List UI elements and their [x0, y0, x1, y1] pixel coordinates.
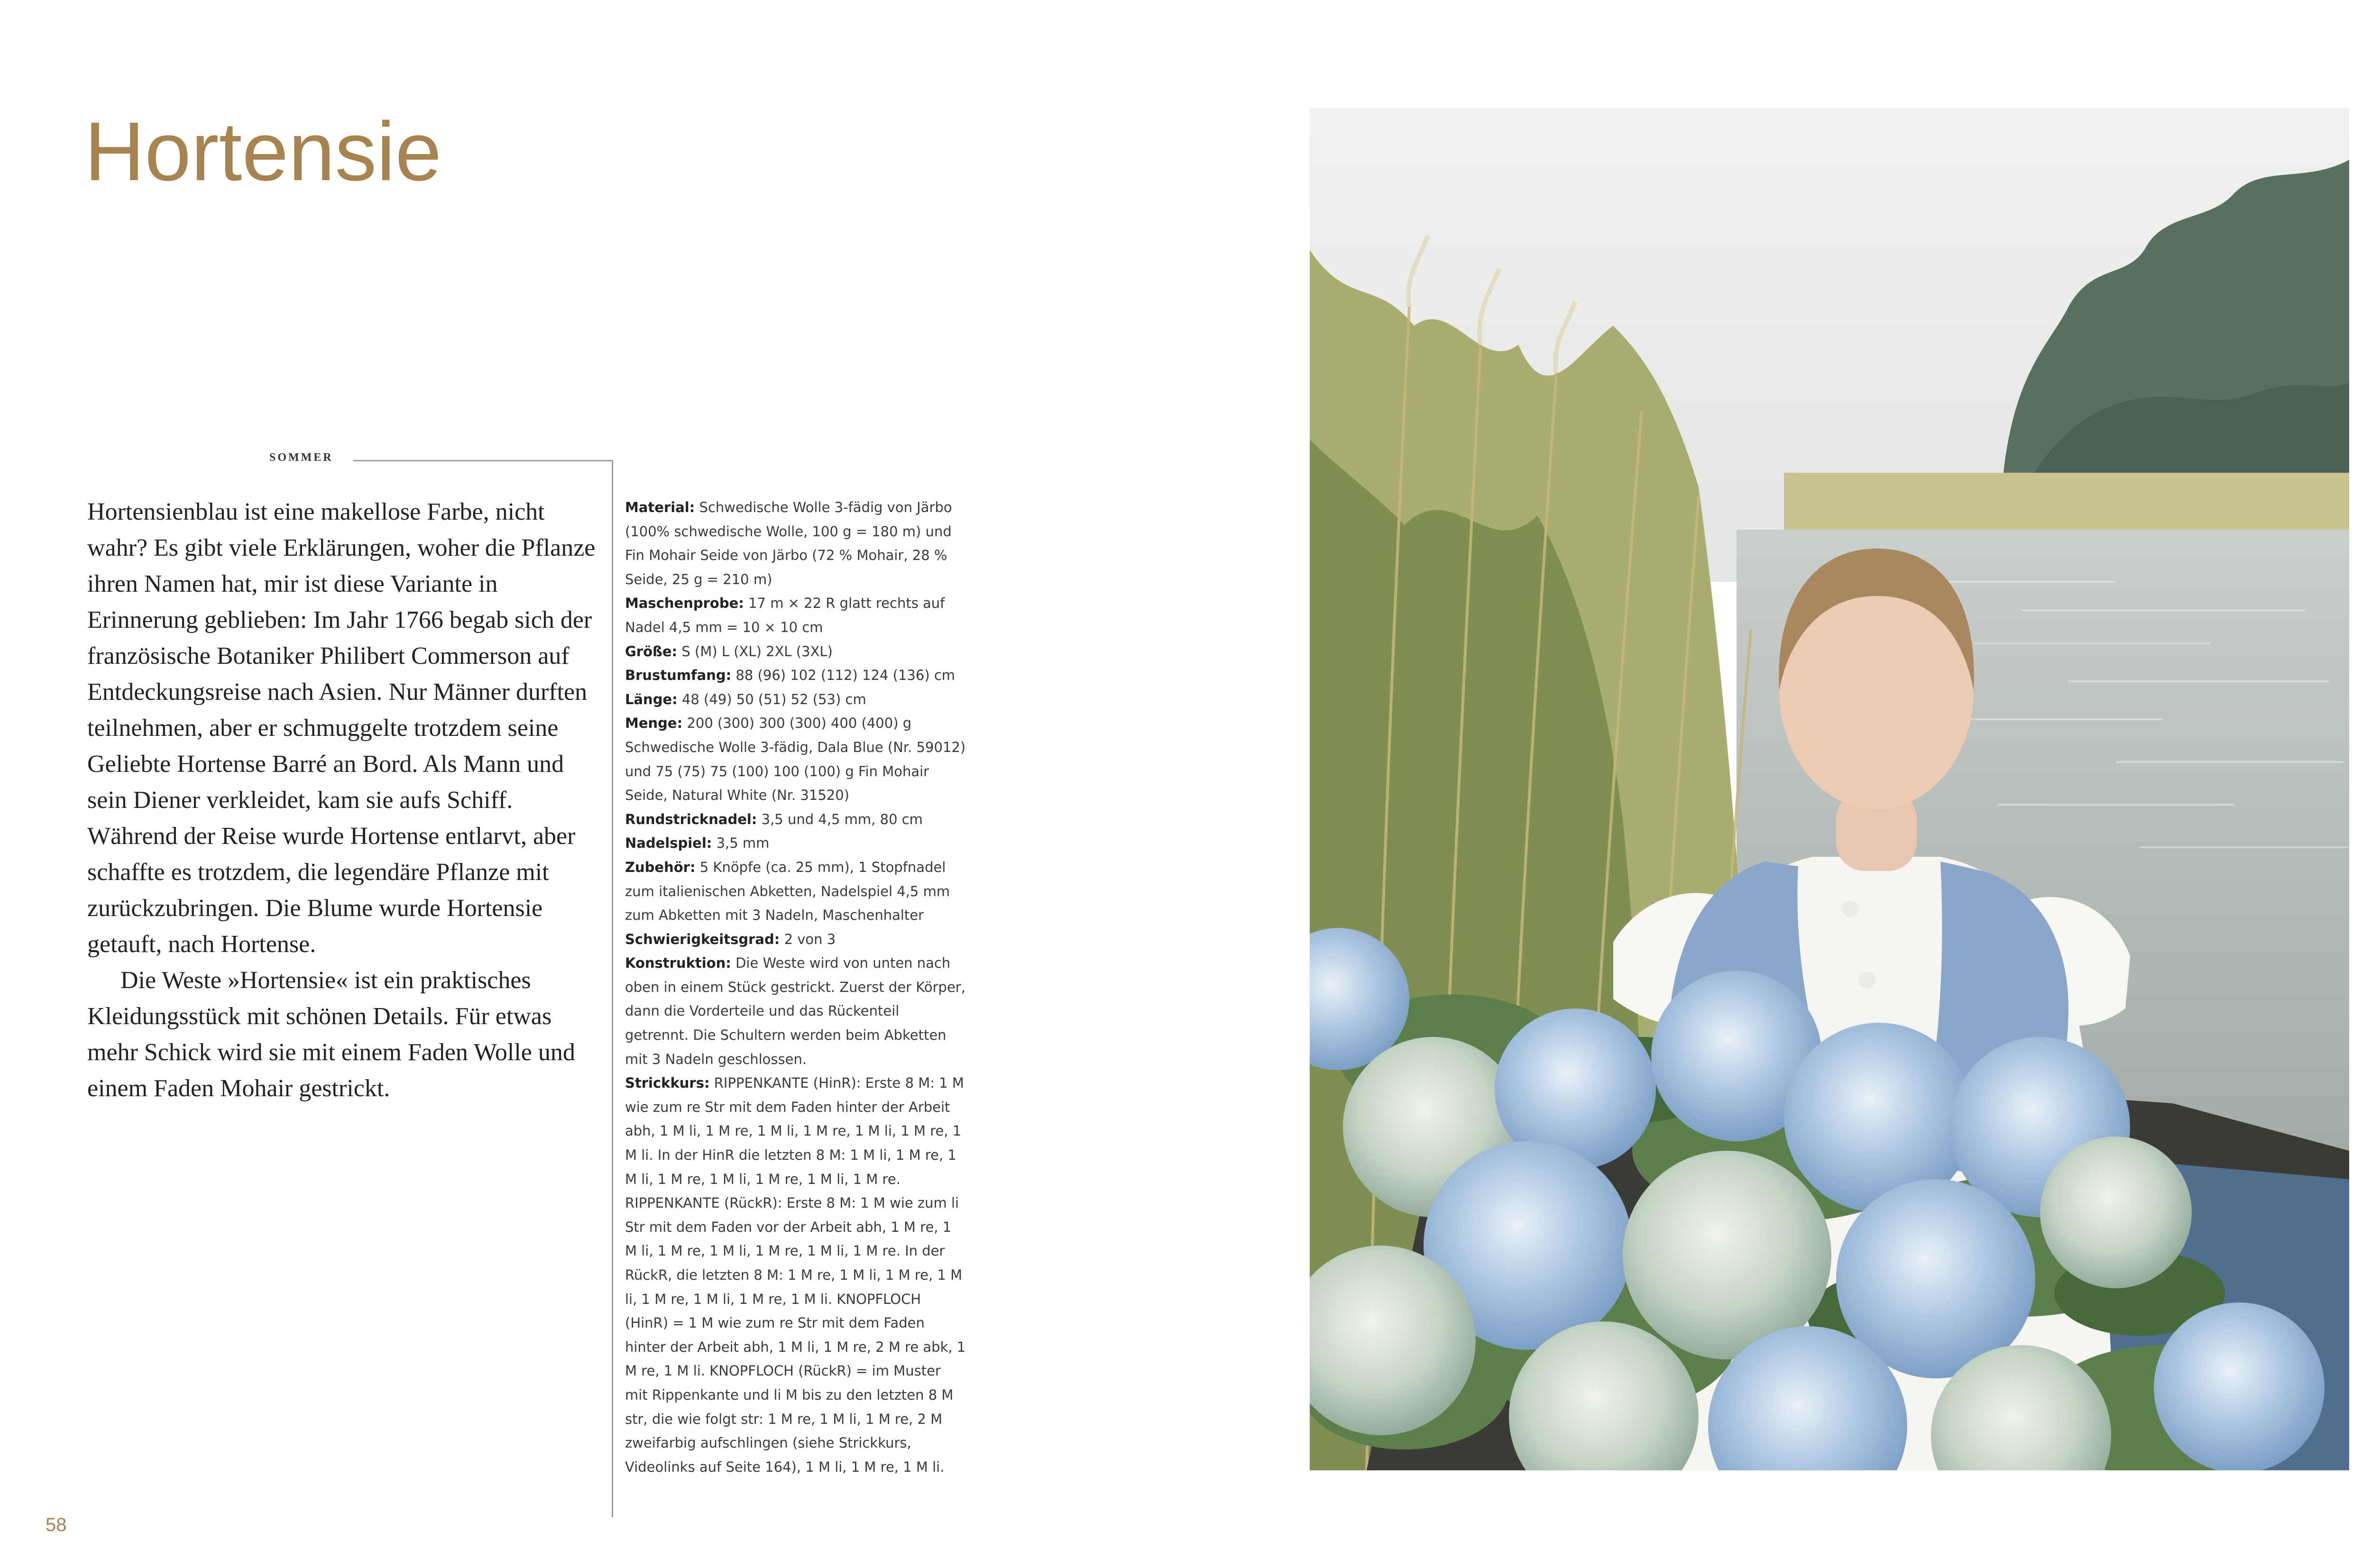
detail-chest: Brustumfang: 88 (96) 102 (112) 124 (136) cm: [625, 667, 956, 684]
detail-gauge: Maschenprobe: 17 m × 22 R glatt rechts auf Nadel 4,5 mm = 10 × 10 cm: [625, 595, 945, 635]
intro-paragraph: Die Weste »Hortensie« ist ein praktisches Kleidungsstück mit schönen Details. Für etwas mehr Schick wird sie mit einem Faden Wolle und einem Faden Mohair gestrickt.: [87, 967, 575, 1102]
detail-course: Strickkurs: RIPPENKANTE (HinR): Erste 8 M: 1 M wie zum re Str mit dem Faden hinter der Arbeit abh, 1 M li, 1 M re, 1 M li, 1 M re, 1 M li, 1 M re, 1 M li. In der HinR die letzten 8 M: 1 M li, 1 M re, 1 M li, 1 M re, 1 M li, 1 M re, 1 M li, 1 M re. RIPPENKANTE (RückR): Erste 8 M: 1 M wie zum li Str mit dem Faden vor der Arbeit abh, 1 M re, 1 M li, 1 M re, 1 M li, 1 M re, 1 M li, 1 M re. In der RückR, die letzten 8 M: 1 M re, 1 M li, 1 M re, 1 M li, 1 M re, 1 M li, 1 M re, 1 M li. KNOPFLOCH (HinR) = 1 M wie zum re Str mit dem Faden hinter der Arbeit abh, 1 M li, 1 M re, 2 M re abk, 1 M re, 1 M li. KNOPFLOCH (RückR) = im Muster mit Rippenkante und li M bis zu den letzten 8 M str, die wie folgt str: 1 M re, 1 M li, 1 M re, 2 M zweifarbig aufschlingen (siehe Strickkurs, Videolinks auf Seite 164), 1 M li, 1 M re, 1 M li.: [625, 1075, 966, 1475]
detail-circular-needle: Rundstricknadel: 3,5 und 4,5 mm, 80 cm: [625, 811, 923, 827]
detail-material: Material: Schwedische Wolle 3-fädig von Järbo (100% schwedische Wolle, 100 g = 180 m) und Fin Mohair Seide von Järbo (72 % Mohair, 28 % Seide, 25 g = 210 m): [625, 499, 952, 587]
detail-length: Länge: 48 (49) 50 (51) 52 (53) cm: [625, 691, 866, 707]
intro-text: [87, 494, 599, 1107]
detail-construction: Konstruktion: Die Weste wird von unten nach oben in einem Stück gestrickt. Zuerst der Körper, dann die Vorderteile und das Rückenteil getrennt. Die Schultern werden beim Abketten mit 3 Nadeln geschlossen.: [625, 955, 965, 1067]
detail-difficulty: Schwierigkeitsgrad: 2 von 3: [625, 931, 836, 947]
intro-paragraph: Hortensienblau ist eine makellose Farbe, nicht wahr? Es gibt viele Erklärungen, woher die Pflanze ihren Namen hat, mir ist diese Variante in Erinnerung geblieben: Im Jahr 1766 begab sich der französische Botaniker Philibert Commerson auf Entdeckungsreise nach Asien. Nur Männer durften teilnehmen, aber er schmuggelte trotzdem seine Geliebte Hortense Barré an Bord. Als Mann und sein Diener verkleidet, kam sie aufs Schiff. Während der Reise wurde Hortense entlarvt, aber schaffte es trotzdem, die legendäre Pflanze mit zurückzubringen. Die Blume wurde Hortensie getauft, nach Hortense.: [87, 498, 596, 958]
pattern-details: [625, 495, 966, 1479]
column-divider: [612, 460, 613, 1517]
page-number: 58: [46, 1514, 67, 1535]
lake-photo: [1310, 108, 2349, 1470]
detail-needle-set: Nadelspiel: 3,5 mm: [625, 835, 770, 852]
far-reeds: [1784, 473, 2349, 534]
page-title: Hortensie: [84, 105, 442, 198]
detail-size: Größe: S (M) L (XL) 2XL (3XL): [625, 643, 833, 660]
detail-accessories: Zubehör: 5 Knöpfe (ca. 25 mm), 1 Stopfnadel zum italienischen Abketten, Nadelspiel 4,5 mm zum Abketten mit 3 Nadeln, Maschenhalter: [625, 859, 950, 924]
section-rule: [353, 460, 613, 461]
detail-amount: Menge: 200 (300) 300 (300) 400 (400) g Schwedische Wolle 3-fädig, Dala Blue (Nr. 59012) und 75 (75) 75 (100) 100 (100) g Fin Mohair Seide, Natural White (Nr. 31520): [625, 715, 966, 804]
section-label: SOMMER: [269, 451, 333, 464]
